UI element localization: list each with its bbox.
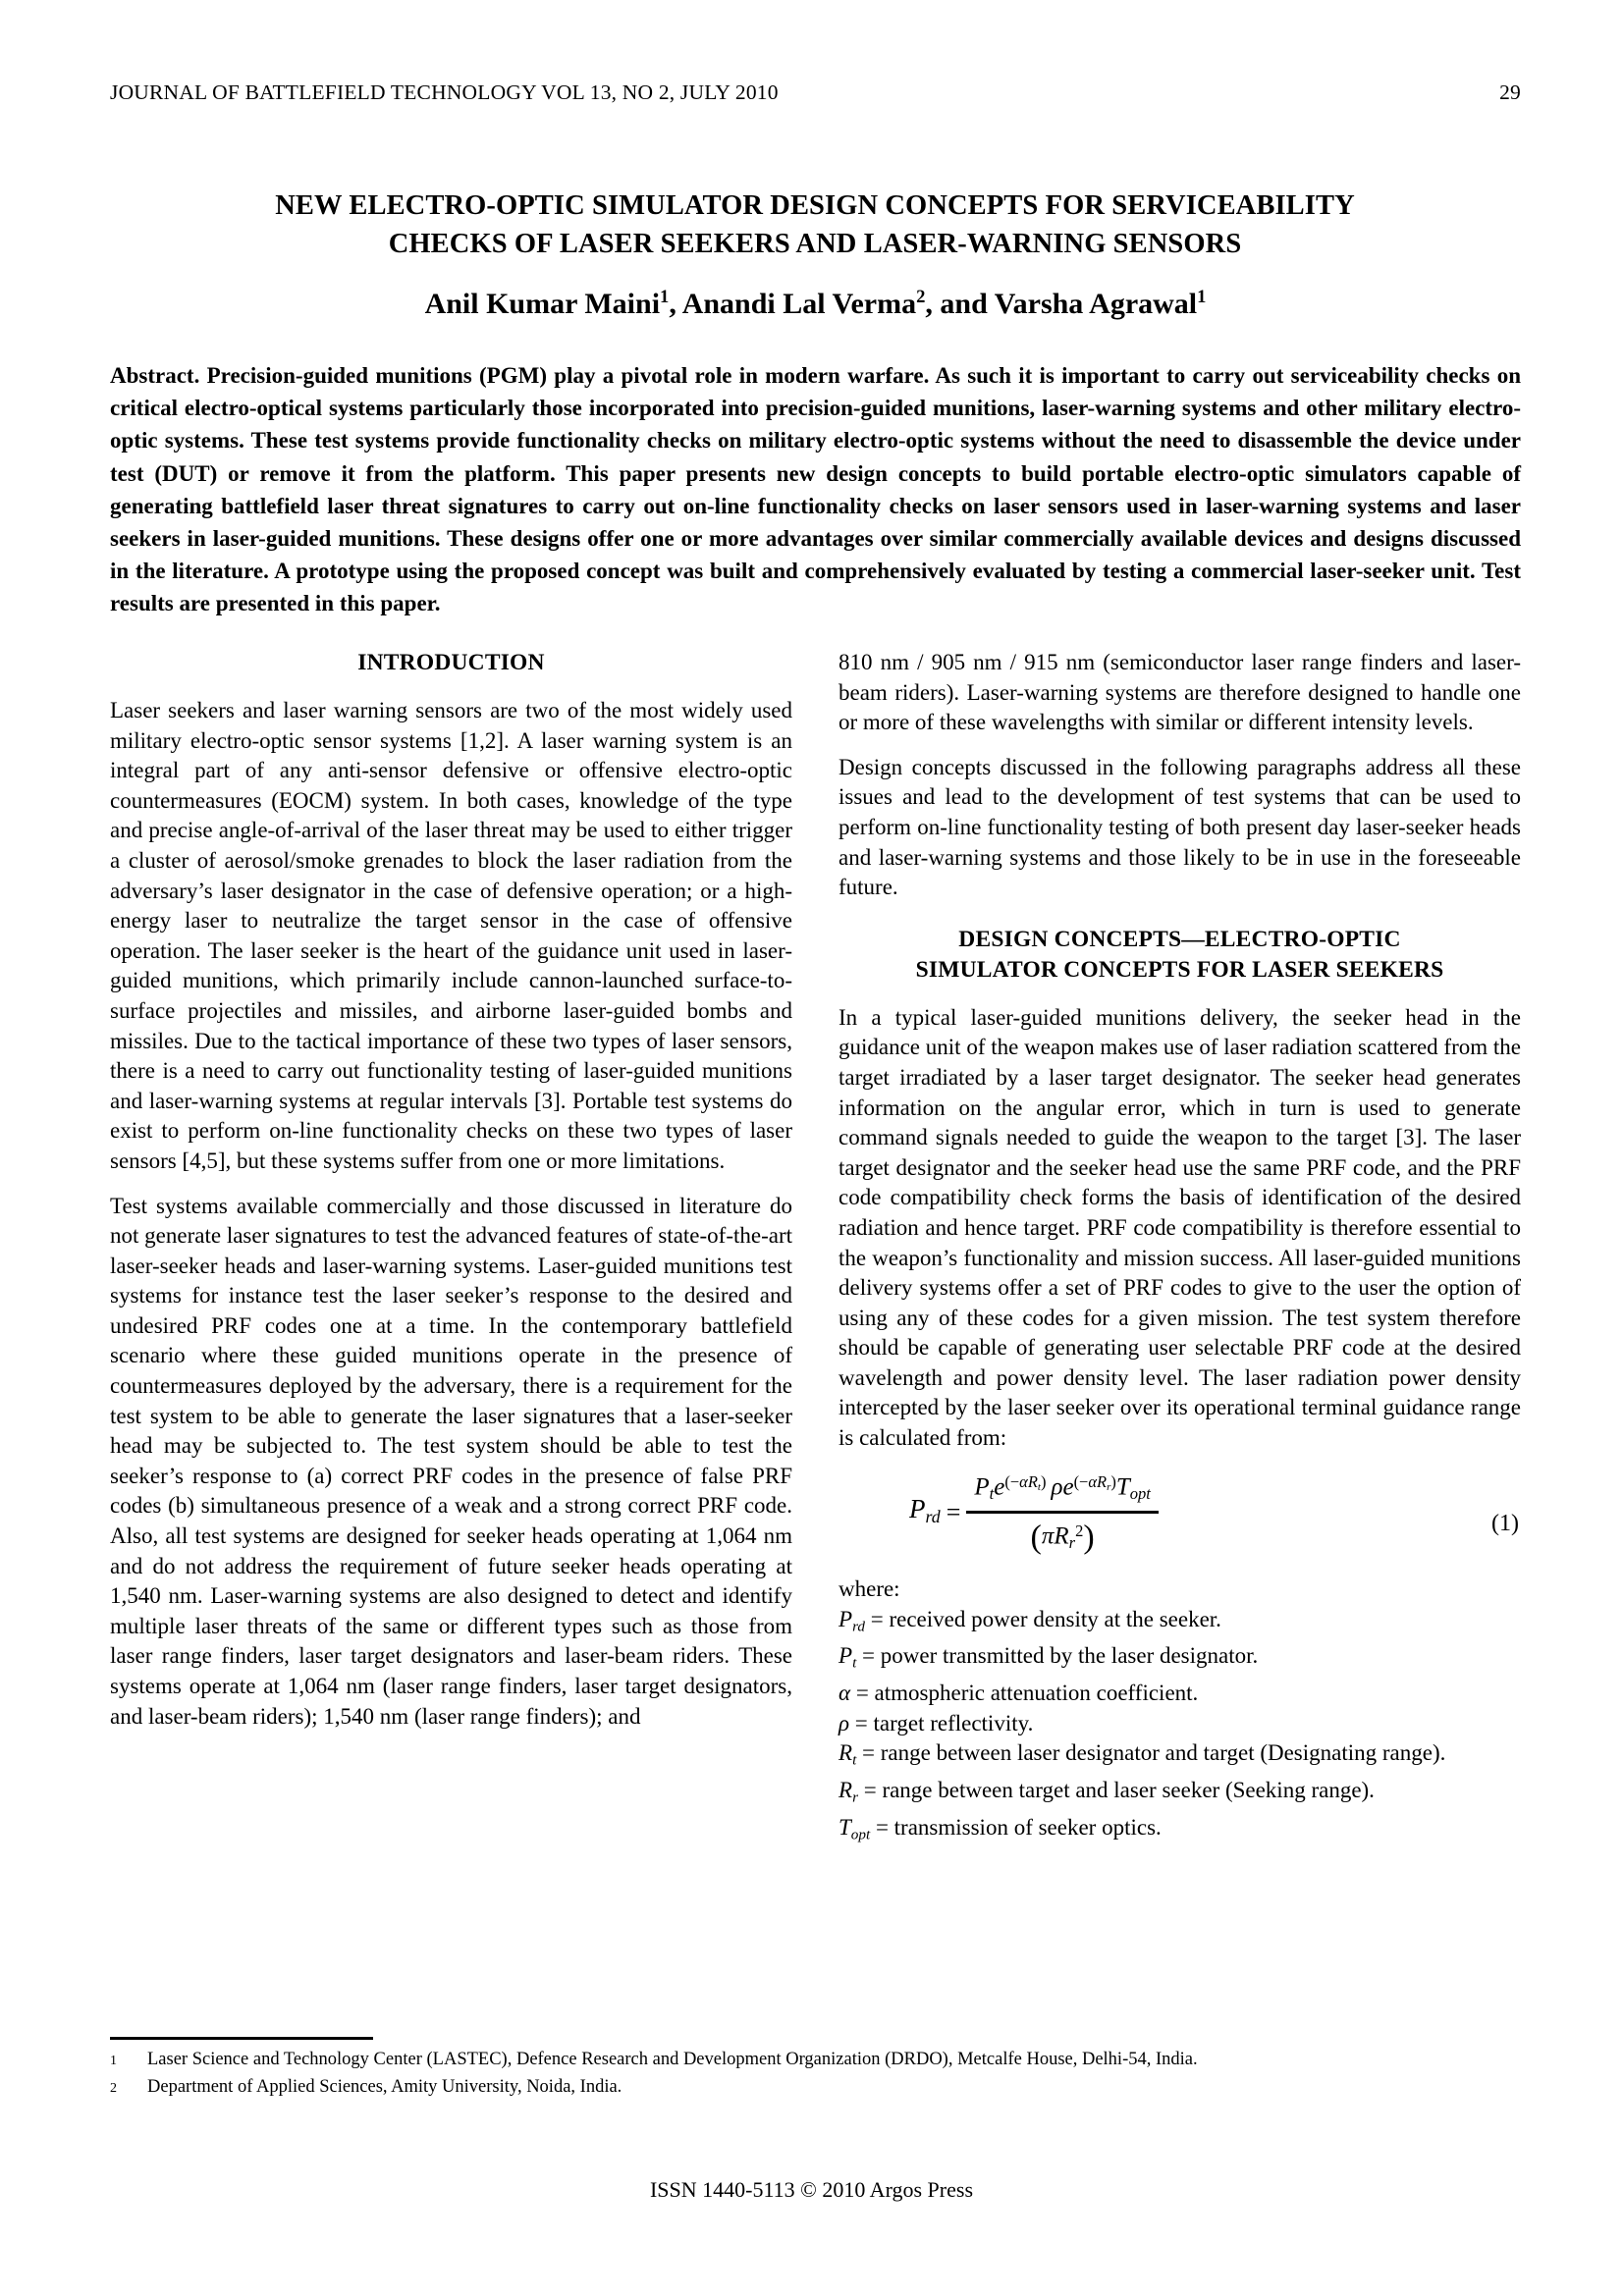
symbol-definition-item: $P_{rd}$ = received power density at the seeker. [839, 1606, 1221, 1634]
issn-footer: ISSN 1440-5113 © 2010 Argos Press [649, 2177, 974, 2202]
left-column [110, 648, 792, 1850]
footnote-item [110, 2048, 1521, 2074]
author-list [110, 280, 1521, 322]
author-3-affiliation-marker: 1 [1197, 287, 1207, 307]
right-column [839, 648, 1521, 1850]
symbol-definition-item: $R_t$ = range between laser designator and target (Designating range). [839, 1740, 1446, 1769]
equation-numerator: $P_te^{(-\alpha R_t)}$ $\rho e^{(-\alpha R_r)}T_{opt}$ [974, 1471, 1151, 1503]
symbol-definition-item: ρ = target reflectivity. [839, 1710, 1034, 1735]
symbol-definition-text: = target reflectivity. [849, 1710, 1034, 1735]
symbol-definitions [839, 1575, 1521, 1850]
section-heading-line-1: DESIGN CONCEPTS—ELECTRO-OPTIC [958, 926, 1401, 952]
author-3-name: Varsha Agrawal [994, 288, 1198, 320]
section-heading-introduction: INTRODUCTION [357, 650, 545, 675]
symbol-definition-text: = atmospheric attenuation coefficient. [850, 1681, 1199, 1706]
paragraph: In a typical laser-guided munitions delivery, the seeker head in the guidance unit of the weapon makes use of laser radiation scattered from the target irradiated by a laser target designator. The seeker head generates information on the angular error, which in turn is used to generate command signals needed to guide the weapon to the target [3]. The laser target designator and the seeker head use the same PRF code, and the PRF code compatibility check forms the basis of identification of the desired radiation and hence target. PRF code compatibility is therefore essential to the weapon’s functionality and mission success. All laser-guided munitions delivery systems offer a set of PRF codes to give to the user the option of using any of these codes for a given mission. The test system therefore should be capable of generating user selectable PRF code at the desired wavelength and power density level. The laser radiation power density intercepted by the laser seeker over its operational terminal guidance range is calculated from: [839, 1004, 1521, 1451]
page-number: 29 [1499, 80, 1521, 104]
footnote-text: Laser Science and Technology Center (LASTEC), Defence Research and Development Organization (DRDO), Metcalfe House, Delhi-54, India. [147, 2050, 1198, 2069]
footnote-marker: 1 [110, 2054, 117, 2068]
section-heading-line-2: SIMULATOR CONCEPTS FOR LASER SEEKERS [915, 956, 1444, 983]
title-line-1: NEW ELECTRO-OPTIC SIMULATOR DESIGN CONCEPTS FOR SERVICEABILITY [275, 190, 1355, 221]
abstract-block [110, 359, 1521, 620]
paragraph: 810 nm / 905 nm / 915 nm (semiconductor laser range finders and laser-beam riders). Laser-warning systems are therefore designed to handle one or more of these wavelengths with similar or different intensity levels. [839, 650, 1521, 735]
symbol-definition-text: = range between target and laser seeker (Seeking range). [857, 1778, 1375, 1803]
section-heading-design-concepts [839, 925, 1521, 986]
symbol-definition-text: = power transmitted by the laser designator. [856, 1643, 1259, 1669]
paragraph: Test systems available commercially and those discussed in literature do not generate laser signatures to test the advanced features of state-of-the-art laser-seeker heads and laser-warning systems. Laser-guided munitions test systems for instance test the laser seeker’s response to the desired and undesired PRF codes one at a time. In the contemporary battlefield scenario where these guided munitions operate in the presence of countermeasures deployed by the adversary, there is a requirement for the test system to be able to generate the laser signatures that a laser-seeker head may be subjected to. The test system should be able to test the seeker’s response to (a) correct PRF codes in the presence of false PRF codes (b) simultaneous presence of a weak and a strong correct PRF code. Also, all test systems are designed for seeker heads operating at 1,064 nm and do not address the requirement of future seeker heads operating at 1,540 nm. Laser-warning systems are also designed to detect and identify multiple laser threats of the same or different types such as those from laser range finders, laser target designators and laser-beam riders. These systems operate at 1,064 nm (laser range finders, laser target designators, and laser-beam riders); 1,540 nm (laser range finders); and [110, 1193, 792, 1729]
symbol-definition-item: $P_t$ = power transmitted by the laser designator. [839, 1643, 1259, 1672]
footnote-block [110, 2048, 1521, 2102]
equation-1 [839, 1468, 1521, 1559]
body-columns [110, 648, 1521, 1850]
running-head [110, 80, 1521, 105]
paragraph: Laser seekers and laser warning sensors are two of the most widely used military electro-optic sensor systems [1,2]. A laser warning system is an integral part of any anti-sensor defensive or offensive electro-optic countermeasures (EOCM) system. In both cases, knowledge of the type and precise angle-of-arrival of the laser threat may be used to either trigger a cluster of aerosol/smoke grenades to block the laser radiation from the adversary’s laser designator in the case of defensive operation; or a high-energy laser to neutralize the target sensor in the case of offensive operation. The laser seeker is the heart of the guidance unit used in laser-guided munitions, which primarily include cannon-launched surface-to-surface projectiles and missiles, and airborne laser-guided bombs and missiles. Due to the tactical importance of these two types of laser sensors, there is a need to carry out functionality testing of laser-guided munitions and laser-warning systems at regular intervals [3]. Portable test systems do exist to perform on-line functionality checks on these two types of laser sensors [4,5], but these systems suffer from one or more limitations. [110, 698, 792, 1173]
footnote-text: Department of Applied Sciences, Amity University, Noida, India. [147, 2076, 622, 2097]
symbol-definition-text: = transmission of seeker optics. [870, 1815, 1162, 1841]
page-content-area [110, 0, 1521, 2296]
author-2-name: Anandi Lal Verma [681, 288, 917, 320]
footnote-marker: 2 [110, 2080, 117, 2096]
author-separator-2: , and [925, 288, 995, 320]
author-1-name: Anil Kumar Maini [424, 288, 661, 320]
equation-number: (1) [1491, 1510, 1519, 1536]
abstract-text: Precision-guided munitions (PGM) play a pivotal role in modern warfare. As such it is important to carry out serviceability checks on critical electro-optical systems particularly those incorporated into precision-guided munitions, laser-warning systems and other military electro-optic systems. These test systems provide functionality checks on military electro-optic systems without the need to disassemble the device under test (DUT) or remove it from the platform. This paper presents new design concepts to build portable electro-optic simulators capable of generating battlefield laser threat signatures to carry out on-line functionality checks on laser sensors used in laser-warning systems and laser seekers in laser-guided munitions. These designs offer one or more advantages over similar commercially available devices and designs discussed in the literature. A prototype using the proposed concept was built and comprehensively evaluated by testing a commercial laser-seeker unit. Test results are presented in this paper. [110, 363, 1521, 616]
author-2-affiliation-marker: 2 [916, 287, 926, 307]
symbol-definition-text: = range between laser designator and target (Designating range). [856, 1740, 1446, 1766]
equation-fraction [966, 1468, 1159, 1559]
symbol-definition-item: $R_r$ = range between target and laser seeker (Seeking range). [839, 1778, 1375, 1806]
title-line-2: CHECKS OF LASER SEEKERS AND LASER-WARNING SENSORS [388, 229, 1242, 259]
symbol-definition-item: $T_{opt}$ = transmission of seeker optics. [839, 1815, 1162, 1843]
equation-expression [839, 1468, 1521, 1559]
footnote-separator [110, 2037, 373, 2040]
author-separator-1: , [669, 288, 682, 320]
symbol-definition-text: = received power density at the seeker. [865, 1606, 1221, 1631]
equation-denominator: $(\pi R_r^2)$ [1030, 1519, 1095, 1556]
abstract-label: Abstract. [110, 363, 200, 388]
paragraph: Design concepts discussed in the following paragraphs address all these issues and lead to the development of test systems that can be used to perform on-line functionality testing of both present day laser-seeker heads and laser-warning systems and those likely to be in use in the foreseeable future. [839, 754, 1521, 900]
journal-citation: JOURNAL OF BATTLEFIELD TECHNOLOGY VOL 13, NO 2, JULY 2010 [110, 80, 779, 104]
equation-lhs: $P_{rd}$ [909, 1493, 941, 1526]
symbol-definition-item: α = atmospheric attenuation coefficient. [839, 1681, 1199, 1706]
equation-equals-sign: = [946, 1497, 961, 1526]
page-title [128, 187, 1502, 263]
footnote-item [110, 2075, 1521, 2102]
where-label: where: [839, 1575, 900, 1601]
author-1-affiliation-marker: 1 [660, 287, 670, 307]
